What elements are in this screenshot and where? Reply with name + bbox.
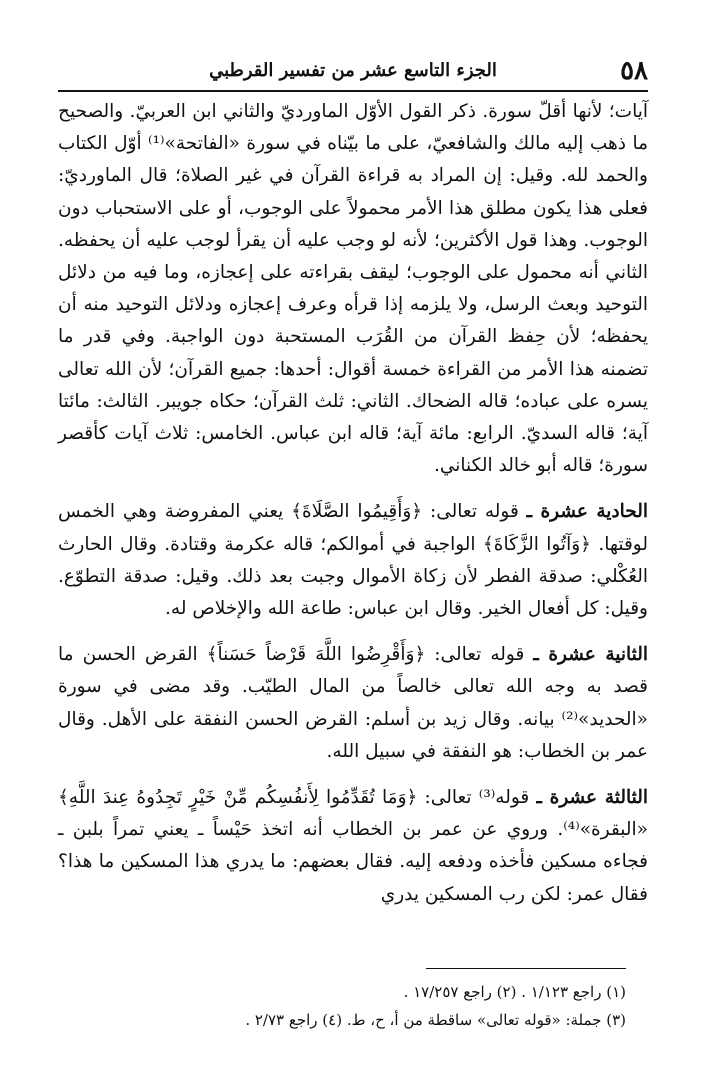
footnote-divider [426, 968, 626, 969]
section-heading: الحادية عشرة ـ [526, 501, 648, 523]
footnotes [58, 978, 626, 1034]
page-header [58, 52, 648, 92]
running-title: الجزء التاسع عشر من تفسير القرطبي [209, 60, 497, 81]
footnote-line: (١) راجع ١/١٢٣ . (٢) راجع ١٧/٢٥٧ . [403, 983, 626, 1001]
paragraph-text: قوله⁽³⁾ تعالى: ﴿وَمَا تُقَدِّمُوا لِأَنفُسِكُم مِّنْ خَيْرٍ تَجِدُوهُ عِندَ اللَّهِ﴾ «البقرة»⁽⁴⁾. وروي عن عمر بن الخطاب أنه اتخذ حَيْساً ـ يعني تمراً بلبن ـ فجاءه مسكين فأخذه ودفعه إليه. فقال بعضهم: ما يدري هذا المسكين ما هذا؟ فقال عمر: لكن رب المسكين يدري [58, 787, 648, 905]
paragraph [58, 96, 648, 482]
paragraph [58, 639, 648, 768]
footnote-line: (٣) جملة: «قوله تعالى» ساقطة من أ، ح، ط. (٤) راجع ٢/٧٣ . [245, 1011, 626, 1029]
paragraph [58, 782, 648, 911]
paragraph-text: قوله تعالى: ﴿وَأَقِيمُوا الصَّلَاةَ﴾ يعني المفروضة وهي الخمس لوقتها. ﴿وَآتُوا الزَّكَاةَ﴾ الواجبة في أموالكم؛ قاله عكرمة وقتادة. وقال الحارث العُكْلي: صدقة الفطر لأن زكاة الأموال وجبت بعد ذلك. وقيل: صدقة التطوّع. وقيل: كل أفعال الخير. وقال ابن عباس: طاعة الله والإخلاص له. [58, 501, 648, 620]
section-heading: الثانية عشرة ـ [533, 644, 649, 666]
paragraph [58, 496, 648, 625]
section-heading: الثالثة عشرة ـ [536, 787, 648, 809]
page-number: ٥٨ [620, 56, 648, 86]
paragraph-text: آيات؛ لأنها أقلّ سورة. ذكر القول الأوّل الماورديّ والثاني ابن العربيّ. والصحيح ما ذهب إليه مالك والشافعيّ، على ما بيّناه في سورة «الفاتحة»⁽¹⁾ أوّل الكتاب والحمد لله. وقيل: إن المراد به قراءة القرآن في غير الصلاة؛ قال الماورديّ: فعلى هذا يكون مطلق هذا الأمر محمولاً على الوجوب، أو على الاستحباب دون الوجوب. وهذا قول الأكثرين؛ لأنه لو وجب عليه أن يقرأ لوجب عليه أن يحفظه. الثاني أنه محمول على الوجوب؛ ليقف بقراءته على إعجازه، وما فيه من دلائل التوحيد وبعث الرسل، ولا يلزمه إذا قرأه وعرف إعجازه ودلائل التوحيد منه أن يحفظه؛ لأن حِفظ القرآن من القُرَب المستحبة دون الواجبة. وفي قدر ما تضمنه هذا الأمر من القراءة خمسة أقوال: أحدها: جميع القرآن؛ لأن الله تعالى يسره على عباده؛ قاله الضحاك. الثاني: ثلث القرآن؛ حكاه جويبر. الثالث: مائتا آية؛ قاله السديّ. الرابع: مائة آية؛ قاله ابن عباس. الخامس: ثلاث آيات كأقصر سورة؛ قاله أبو خالد الكناني. [58, 101, 648, 477]
paragraph-text: قوله تعالى: ﴿وَأَقْرِضُوا اللَّهَ قَرْضاً حَسَناً﴾ القرض الحسن ما قصد به وجه الله تعالى خالصاً من المال الطيّب. وقد مضى في سورة «الحديد»⁽²⁾ بيانه. وقال زيد بن أسلم: القرض الحسن النفقة على الأهل. وقال عمر بن الخطاب: هو النفقة في سبيل الله. [58, 644, 648, 762]
main-text [58, 96, 648, 911]
